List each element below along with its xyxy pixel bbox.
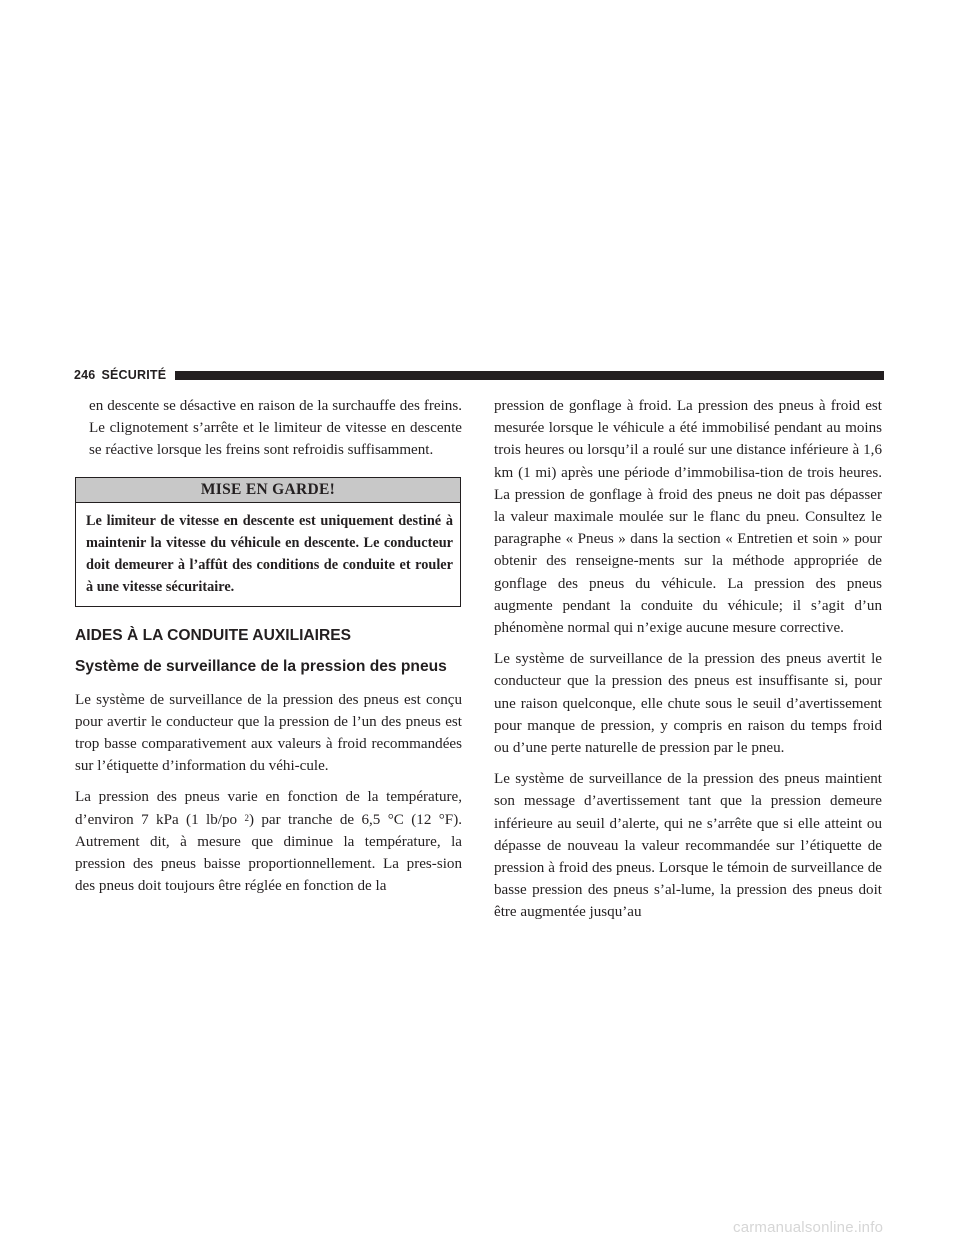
body-paragraph: Le système de surveillance de la pression des pneus maintient son message d’avertissement tant que la pression demeure inférieure au seuil d’alerte, qui ne s’arrête que si elle atteint ou dépasse de nouveau la valeur recommandée sur l’étiquette de pression à froid des pneus. Lorsque le témoin de surveillance de basse pression des pneus s’al-lume, la pression des pneus doit être augmentée jusqu’au [494, 771, 882, 921]
left-column [75, 395, 462, 906]
page-number: 246 [74, 368, 96, 382]
body-paragraph-temperature [75, 786, 462, 897]
intro-paragraph: en descente se désactive en raison de la surchauffe des freins. Le clignotement s’arrête et le limiteur de vitesse en descente se réactive lorsque les freins sont refroidis suffisamment. [89, 398, 462, 459]
superscript: 2 [244, 812, 249, 823]
body-paragraph: Le système de surveillance de la pression des pneus est conçu pour avertir le conducteur que la pression de l’un des pneus est trop basse comparativement aux valeurs à froid recommandées sur l’étiquette d’information du véhi-cule. [75, 691, 462, 775]
section-title: SÉCURITÉ [101, 368, 167, 382]
text-run: La pression des pneus varie en fonction de la température, d’environ 7 kPa (1 lb/po [75, 789, 462, 828]
text-run: ) par tranche de 6,5 °C (12 °F). Autrement dit, à mesure que diminue la température, la pression des pneus baisse proportionnellement. La pres-sion des pneus doit toujours être réglée en fonction de la [75, 811, 462, 895]
watermark: carmanualsonline.info [733, 1219, 884, 1236]
caution-box [75, 477, 461, 607]
caution-body: Le limiteur de vitesse en descente est uniquement destiné à maintenir la vitesse du véhicule en descente. Le conducteur doit demeurer à l’affût des conditions de conduite et rouler à une vitesse sécuritaire. [86, 512, 453, 595]
section-heading: AIDES À LA CONDUITE AUXILIAIRES [75, 626, 352, 644]
page-header [74, 368, 884, 382]
right-column [494, 395, 882, 933]
caution-title: MISE EN GARDE! [76, 478, 460, 503]
body-paragraph: Le système de surveillance de la pression des pneus avertit le conducteur que la pression des pneus est insuffisante si, pour une raison quelconque, elle chute sous le seuil d’avertissement pour manque de pression, y compris en raison du temps froid ou d’une perte naturelle de pression par le pneu. [494, 651, 882, 757]
subsection-heading: Système de surveillance de la pression des pneus [75, 657, 447, 675]
header-rule [175, 371, 884, 380]
body-paragraph: pression de gonflage à froid. La pression des pneus à froid est mesurée lorsque le véhicule a été immobilisé pendant au moins trois heures ou lorsqu’il a roulé sur une distance inférieure à 1,6 km (1 mi) après une période d’immobilisa-tion de trois heures. La pression de gonflage à froid des pneus ne doit pas dépasser la valeur maximale moulée sur le flanc du pneu. Consultez le paragraphe « Pneus » dans la section « Entretien et soin » pour obtenir des renseigne-ments sur la méthode appropriée de gonflage des pneus du véhicule. La pression des pneus augmente pendant la conduite du véhicule; il s’agit d’un phénomène normal qui n’exige aucune mesure corrective. [494, 398, 882, 637]
